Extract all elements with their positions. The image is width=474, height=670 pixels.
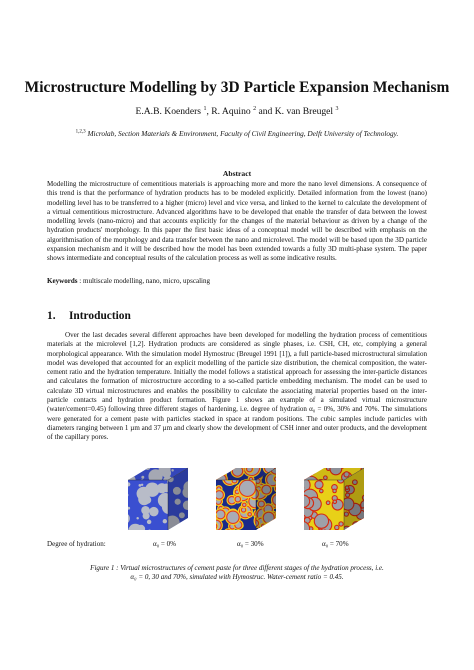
section-body: Over the last decades several different approaches have been developed for modelling the hydration process of cementitious materials at the microlevel [1,2]. Hydration products are considered as single phases, i.e. CSH, CH, etc, complying a general morphological appearance. With the simulation model Hymostruc (Breugel 1991 [1]), a full particle-based microstructural simulation model was developed that accounted for an explicit modelling of the particle size distribution, the chemical composition, the water-cement ratio and the hydration temperature. Initially the model follows a statistical approach for assessing the inter-particle distances and calculates the formation of microstructure according to a so-called particle embedding mechanism. The model can be used to calculate 3D virtual microstructures and enables the possibility to calculate the associating material properties based on the inter-particle contacts and hydration product formation. Figure 1 shows an example of a simulated virtual microstructure (water/cement=0.45) following three different stages of hardening, i.e. degree of hydration α₀ = 0%, 30% and 70%. The simulations were generated for a cement paste with particles stacked in space at random positions. The cubic samples include particles with diameters ranging between 1 µm and 37 µm and clearly show the development of CSH inner and outer products, and the development of the capillary pores. xyxy=(47,331,427,442)
section-number: 1. xyxy=(47,310,56,322)
keywords-label: Keywords xyxy=(47,277,78,285)
author-line xyxy=(0,106,474,117)
cube-image-30 xyxy=(206,462,286,538)
affiliation xyxy=(0,129,474,138)
author-name: R. Aquino xyxy=(211,106,251,118)
abstract-heading: Abstract xyxy=(222,169,252,178)
hydration-value-30: α₀ = 30% xyxy=(237,540,264,548)
author-separator: and xyxy=(256,106,275,118)
keywords-text: : multiscale modelling, nano, micro, upscaling xyxy=(77,277,211,285)
figure-microstructures xyxy=(118,462,388,538)
author-name: E.A.B. Koenders xyxy=(135,106,202,118)
figure-caption: Figure 1 : Virtual microstructures of cement paste for three different stages of the hydration process, i.e. α₀ = 0, 30 and 70%, simulated with Hymostruc. Water-cement ratio = 0.45. xyxy=(90,564,384,582)
hydration-value-0: α₀ = 0% xyxy=(153,540,177,548)
cube-image-70 xyxy=(294,462,374,538)
degree-of-hydration-label: Degree of hydration: xyxy=(47,540,106,548)
affiliation-marks: 1,2,3 xyxy=(75,129,86,135)
author-mark: 1 xyxy=(203,106,207,112)
hydration-value-70: α₀ = 70% xyxy=(322,540,349,548)
author-separator: , xyxy=(206,106,212,118)
paper-title: Microstructure Modelling by 3D Particle Expansion Mechanism xyxy=(24,79,450,96)
cube-image-0 xyxy=(118,462,198,538)
abstract-text: Modelling the microstructure of cementitious materials is approaching more and more the nano level dimensions. A consequence of this trend is that the performance of hydration products has to be modeled explicitly. Detailed information from the lowest (nano) modelling level has to be transferred to a higher (micro) level and vice versa, and linked to the kernel to calculate the development of a virtual cementitious microstructure. Advanced algorithms have to be developed that enable the transfer of data between the lowest modelling levels (nano-micro) and that accounts explicitly for the changes of the material behaviour as driven by a change of the hydration products' morphology. In this paper the first basic ideas of a conceptual model will be described with emphasis on the algorithmisation of the morphology and data transfer between the nano and microlevel. The model will be based upon the 3D particle expansion mechanism and it will be described how the model has been extended towards a fully 3D multi-phase system. The paper shows intermediate and conceptual results of the calculation process as well as some indicative results. xyxy=(47,180,427,263)
affiliation-text: Microlab, Section Materials & Environment, Faculty of Civil Engineering, Delft University of Technology. xyxy=(85,129,399,138)
author-mark: 2 xyxy=(253,106,257,112)
section-heading xyxy=(47,310,427,322)
keywords-line xyxy=(47,277,427,286)
author-name: K. van Breugel xyxy=(274,106,334,118)
author-mark: 3 xyxy=(335,106,339,112)
section-title: Introduction xyxy=(69,310,131,322)
